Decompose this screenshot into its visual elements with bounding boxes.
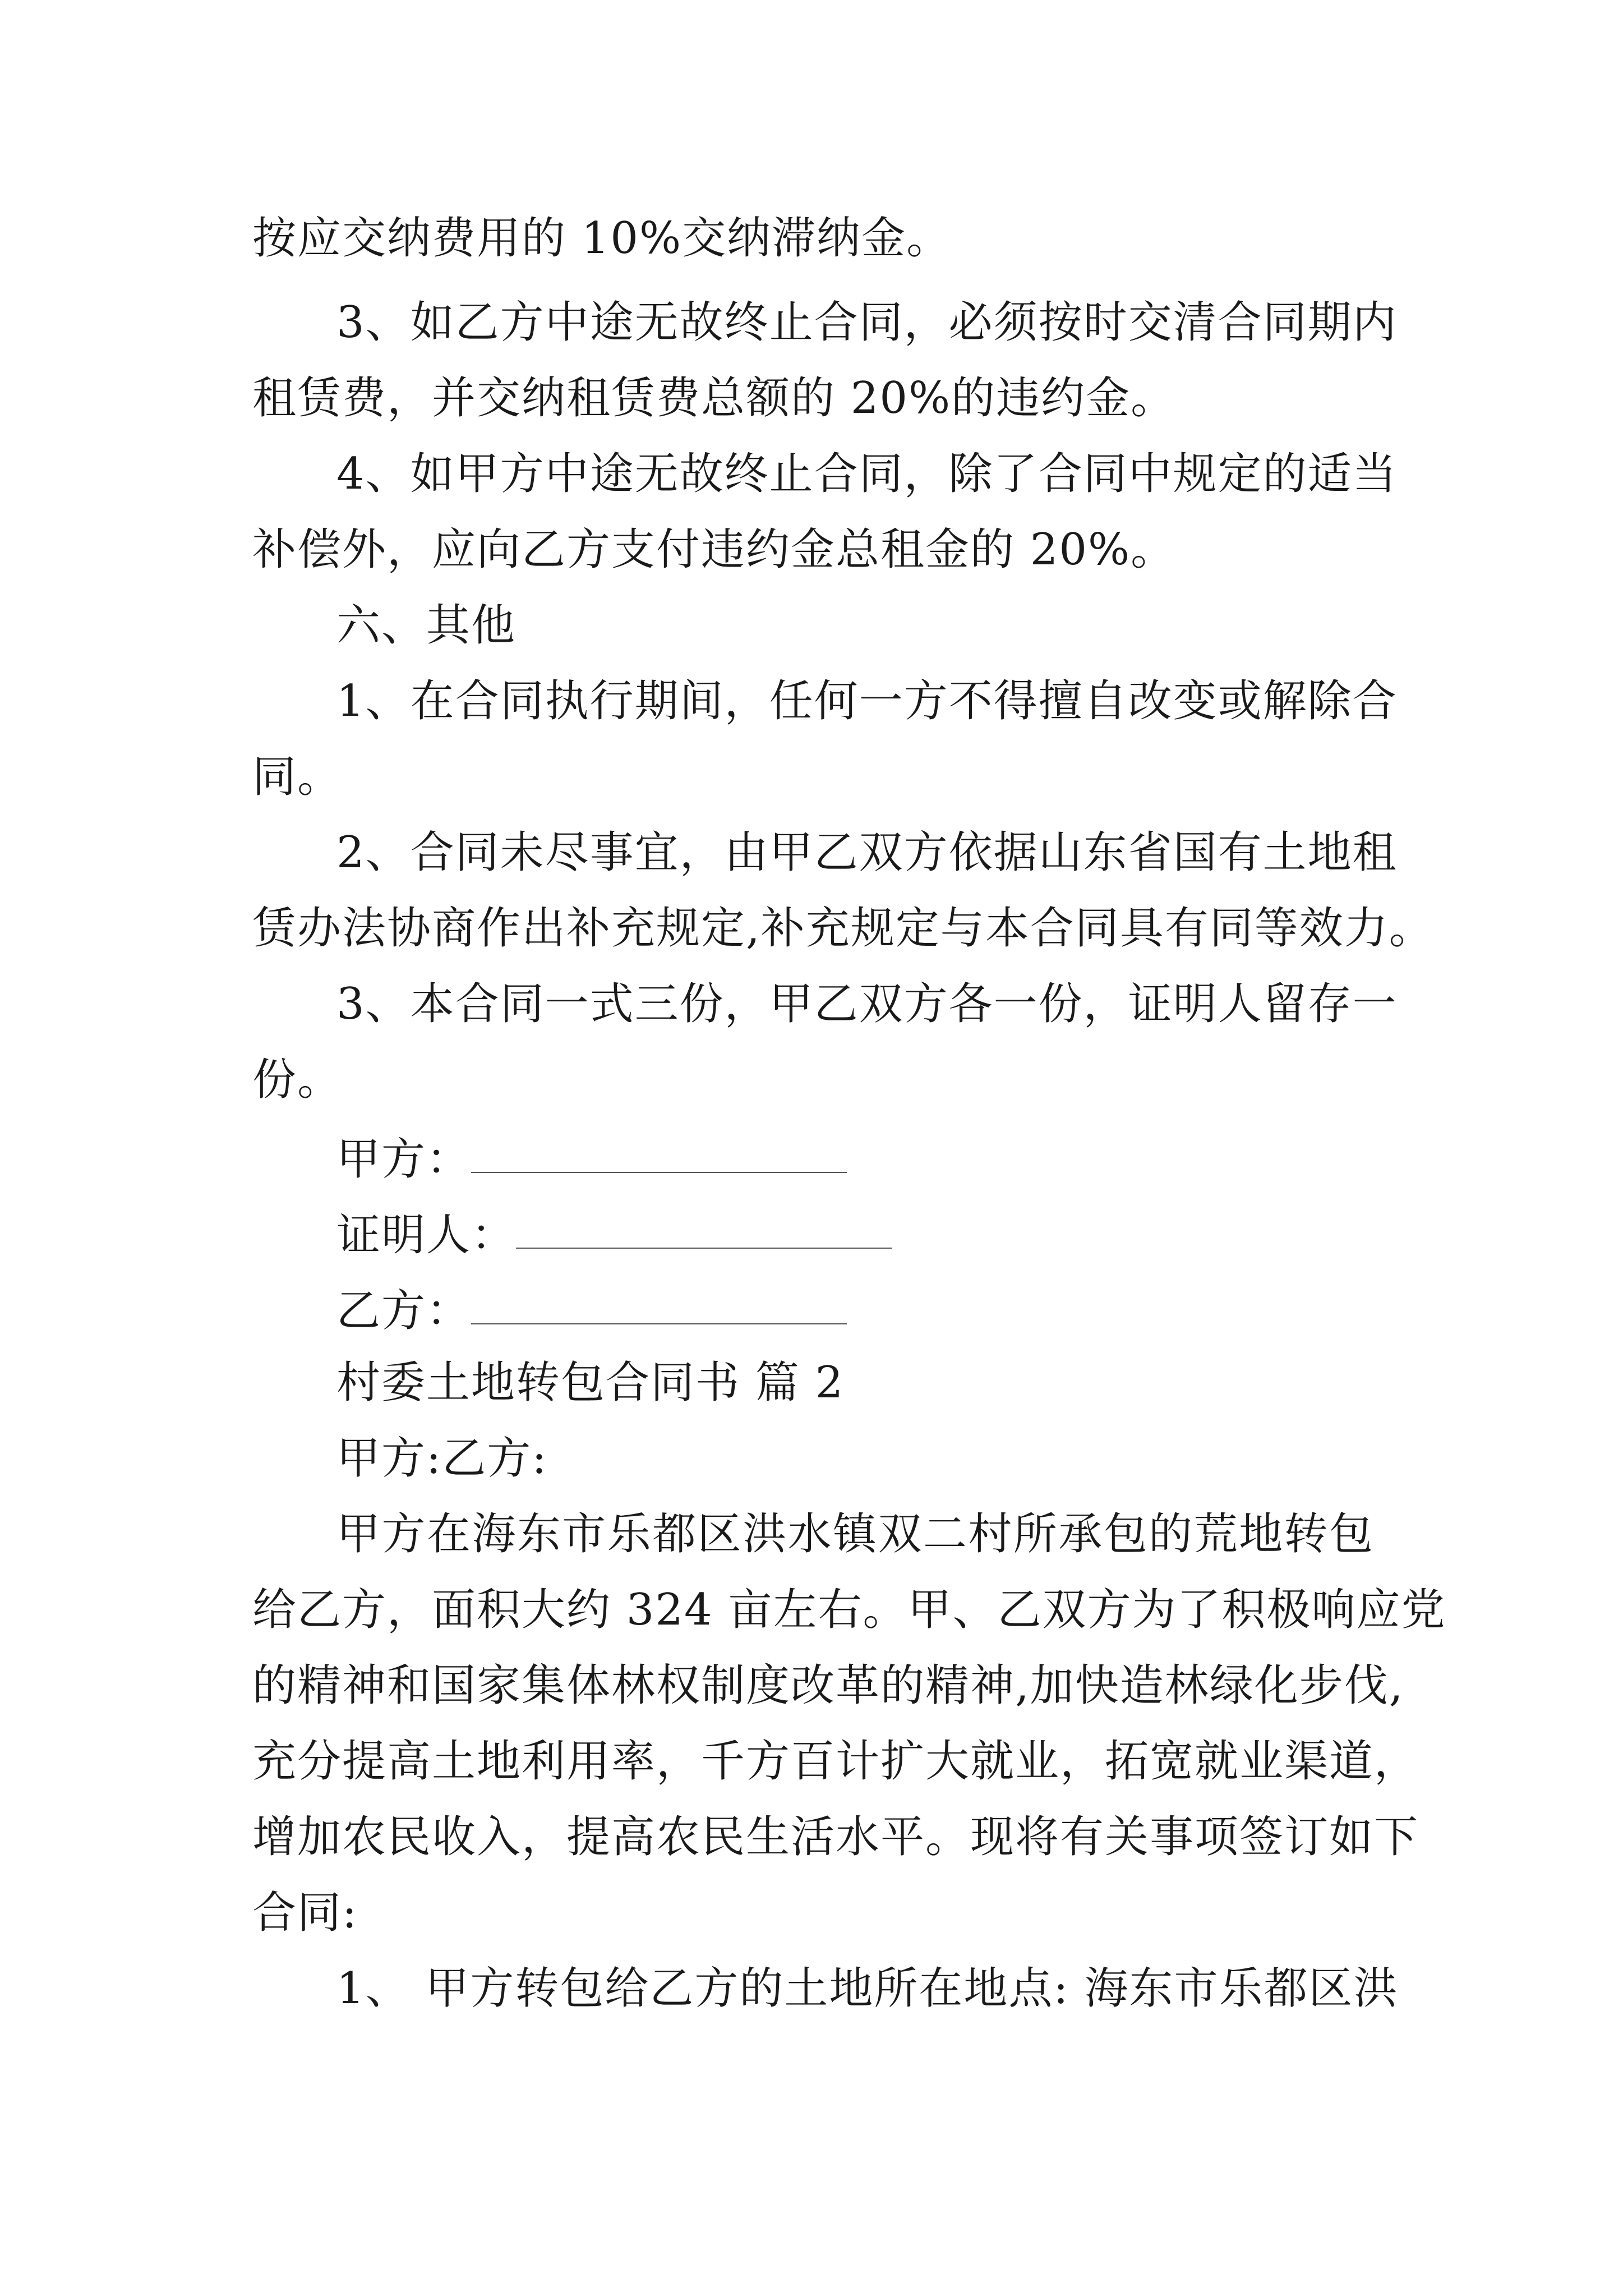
section-title: 村委土地转包合同书 篇 2	[336, 1358, 845, 1408]
text-line: 1、 甲方转包给乙方的土地所在地点: 海东市乐都区洪	[336, 1963, 1399, 2014]
signature-party-a	[336, 1116, 847, 1195]
text-line: 补偿外，应向乙方支付违约金总租金的 20%。	[252, 524, 1176, 575]
text-line: 3、本合同一式三份，甲乙双方各一份，证明人留存一	[336, 979, 1398, 1029]
section-heading: 六、其他	[336, 600, 517, 651]
text-line: 1、在合同执行期间，任何一方不得擅自改变或解除合	[336, 676, 1398, 726]
signature-label: 乙方：	[336, 1286, 472, 1336]
text-line: 租赁费，并交纳租赁费总额的 20%的违约金。	[252, 373, 1176, 424]
text-line: 甲方在海东市乐都区洪水镇双二村所承包的荒地转包	[336, 1509, 1374, 1559]
signature-witness	[336, 1192, 892, 1271]
signature-blank	[471, 1323, 847, 1324]
parties-line: 甲方:乙方:	[336, 1433, 548, 1484]
text-line: 3、如乙方中途无故终止合同，必须按时交清合同期内	[336, 297, 1398, 348]
signature-party-b	[336, 1268, 847, 1346]
text-line: 的精神和国家集体林权制度改革的精神,加快造林绿化步伐,	[252, 1660, 1404, 1711]
text-line: 增加农民收入，提高农民生活水平。现将有关事项签订如下	[252, 1812, 1419, 1862]
text-line: 充分提高土地利用率，千方百计扩大就业，拓宽就业渠道，	[252, 1736, 1419, 1787]
signature-label: 甲方：	[336, 1134, 472, 1185]
text-line: 4、如甲方中途无故终止合同，除了合同中规定的适当	[336, 449, 1398, 499]
text-line: 赁办法协商作出补充规定,补充规定与本合同具有同等效力。	[252, 903, 1434, 954]
text-line: 给乙方，面积大约 324 亩左右。甲、乙双方为了积极响应党	[252, 1585, 1446, 1635]
signature-blank	[516, 1248, 892, 1249]
text-line: 合同:	[252, 1888, 358, 1938]
text-line: 按应交纳费用的 10%交纳滞纳金。	[252, 213, 952, 264]
signature-blank	[471, 1172, 847, 1173]
text-line: 份。	[252, 1055, 343, 1105]
text-line: 2、合同未尽事宜，由甲乙双方依据山东省国有土地租	[336, 827, 1398, 878]
signature-label: 证明人：	[336, 1210, 517, 1260]
text-line: 同。	[252, 752, 343, 802]
